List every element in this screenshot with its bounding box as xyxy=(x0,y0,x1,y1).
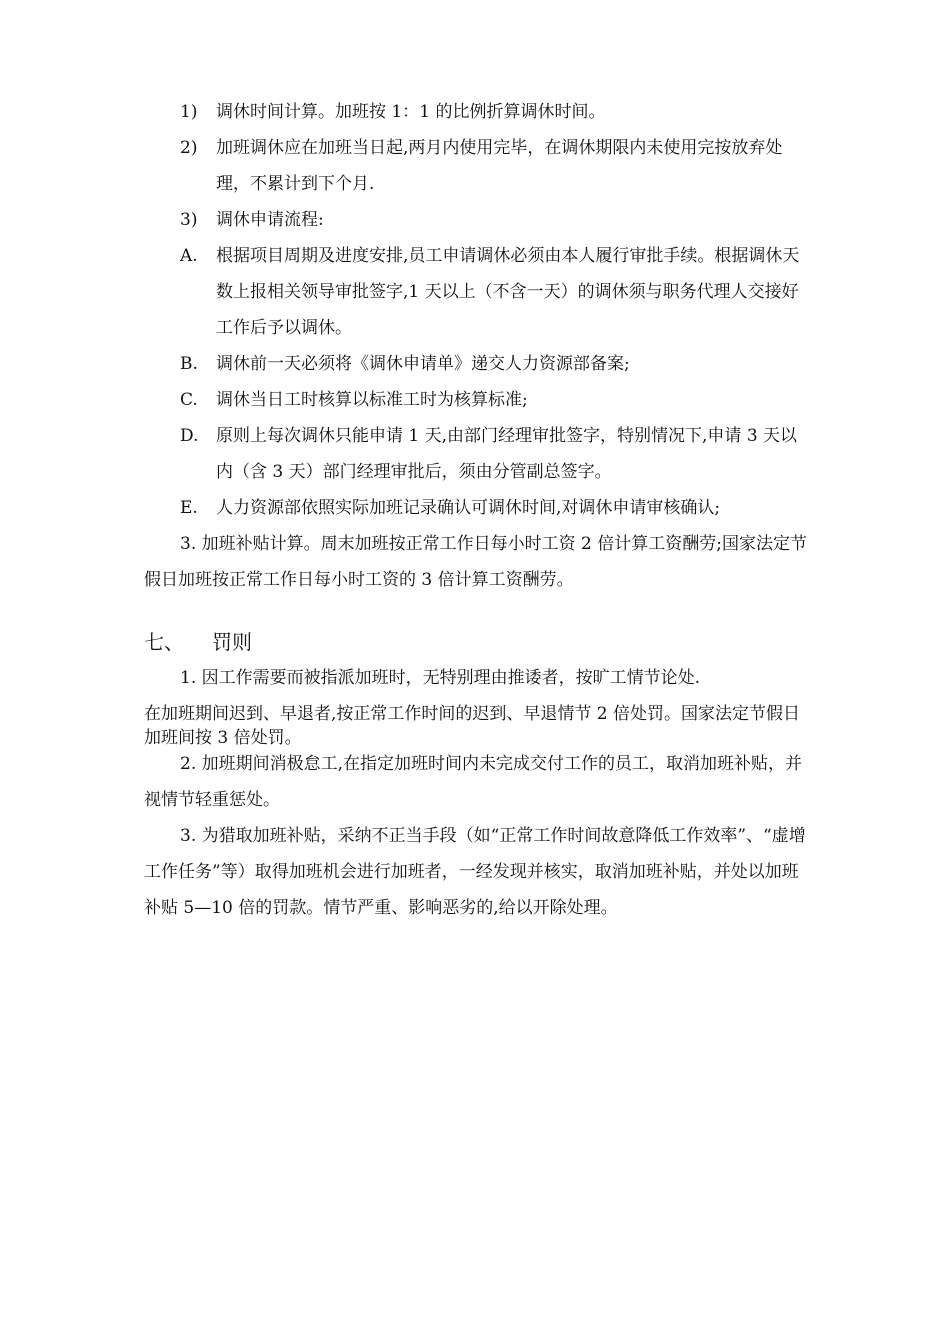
penalty-paragraph: 3. 为猎取加班补贴，采纳不正当手段（如“正常工作时间故意降低工作效率”、“虚增工作任务”等）取得加班机会进行加班者，一经发现并核实，取消加班补贴，并处以加班补贴 5—10 倍的罚款。情节严重、影响恶劣的,给以开除处理。 xyxy=(144,826,806,918)
section-title: 罚则 xyxy=(212,630,252,654)
list-item-number: 2) xyxy=(180,138,198,158)
penalty-paragraph: 1. 因工作需要而被指派加班时，无特别理由推诿者，按旷工情节论处. xyxy=(180,668,701,688)
list-item-number: E. xyxy=(180,498,198,518)
list-item-text: 加班调休应在加班当日起,两月内使用完毕，在调休期限内未使用完按放弃处理，不累计到下个月. xyxy=(216,138,783,194)
list-item-number: B. xyxy=(180,354,198,374)
section-heading xyxy=(144,624,252,660)
list-item-number: D. xyxy=(180,426,199,446)
overtime-pay-paragraph: 3. 加班补贴计算。周末加班按正常工作日每小时工资 2 倍计算工资酬劳;国家法定节假日加班按正常工作日每小时工资的 3 倍计算工资酬劳。 xyxy=(144,534,807,590)
list-item-number: A. xyxy=(180,246,198,266)
list-item-number: 1) xyxy=(180,102,198,122)
list-item-number: C. xyxy=(180,390,198,410)
list-item-text: 人力资源部依照实际加班记录确认可调休时间,对调休申请审核确认; xyxy=(216,498,721,518)
list-item-text: 原则上每次调休只能申请 1 天,由部门经理审批签字，特别情况下,申请 3 天以内（含 3 天）部门经理审批后，须由分管副总签字。 xyxy=(216,426,798,482)
list-item-text: 调休时间计算。加班按 1：1 的比例折算调休时间。 xyxy=(216,102,606,122)
list-item-text: 根据项目周期及进度安排,员工申请调休必须由本人履行审批手续。根据调休天数上报相关领导审批签字,1 天以上（不含一天）的调休须与职务代理人交接好工作后予以调休。 xyxy=(216,246,800,338)
list-item-text: 调休当日工时核算以标准工时为核算标准; xyxy=(216,390,528,410)
list-item-text: 调休前一天必须将《调休申请单》递交人力资源部备案; xyxy=(216,354,630,374)
section-number: 七、 xyxy=(144,630,184,654)
list-item-text: 调休申请流程: xyxy=(216,210,324,230)
list-item-number: 3) xyxy=(180,210,198,230)
penalty-paragraph: 2. 加班期间消极怠工,在指定加班时间内未完成交付工作的员工，取消加班补贴，并视情节轻重惩处。 xyxy=(144,754,803,810)
penalty-paragraph: 在加班期间迟到、早退者,按正常工作时间的迟到、早退情节 2 倍处罚。国家法定节假日加班间按 3 倍处罚。 xyxy=(144,704,801,748)
